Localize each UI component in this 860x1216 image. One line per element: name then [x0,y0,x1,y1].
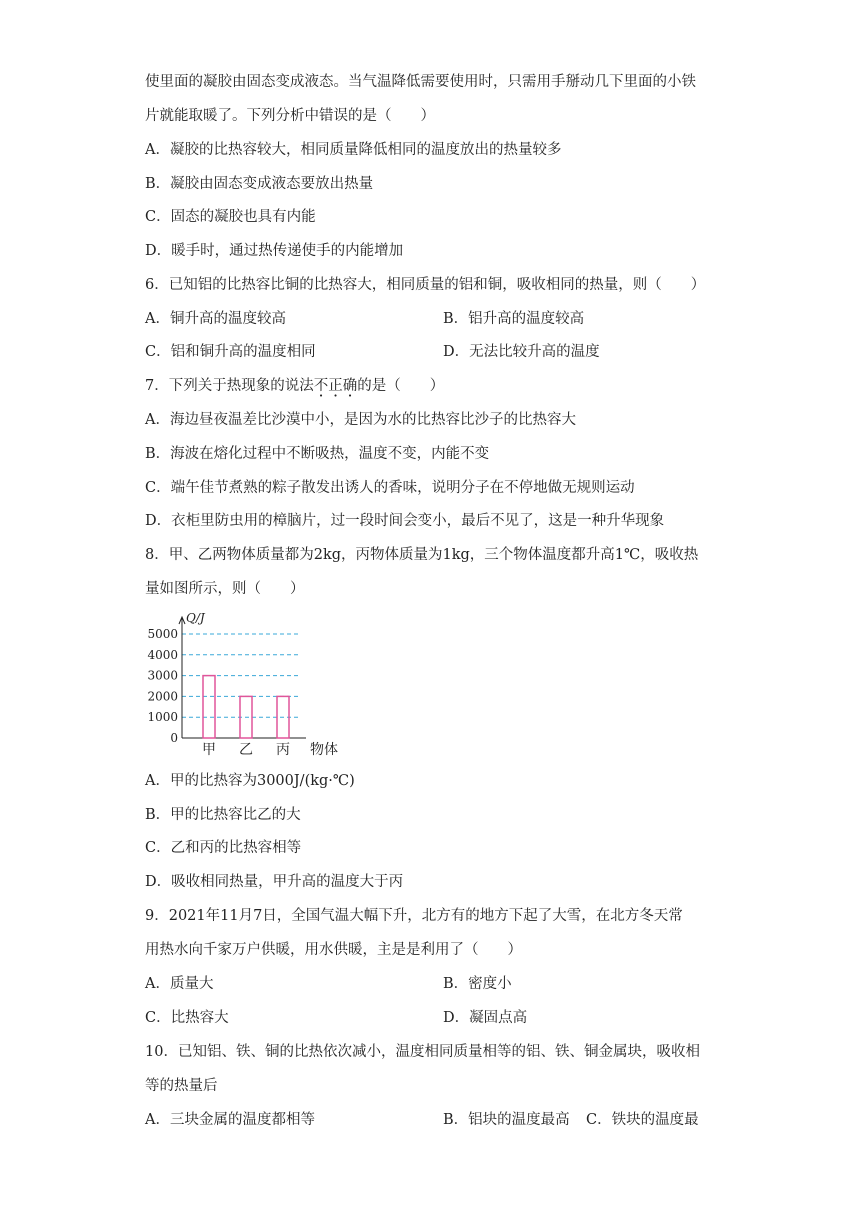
q7-emphasis-2: 正 [328,378,343,394]
x-category-label-1: 甲 [202,742,216,758]
q8-option-c: C．乙和丙的比热容相等 [145,840,302,856]
q10-stem-line-1: 10．已知铝、铁、铜的比热依次减小，温度相同质量相等的铝、铁、铜金属块，吸收相 [145,1044,700,1060]
y-tick-label-1000: 1000 [147,710,178,725]
q10-option-b: B．铝块的温度最高 [443,1112,570,1128]
q7-stem [145,376,444,396]
x-category-label-3: 丙 [276,742,290,758]
q5-option-d: D．暖手时，通过热传递使手的内能增加 [145,243,404,259]
q9-stem-line-2: 用热水向千家万户供暖，用水供暖，主是是利用了（ ） [145,942,522,958]
q5-stem-end: 片就能取暖了。下列分析中错误的是（ ） [145,108,435,124]
q9-option-d: D．凝固点高 [443,1010,528,1026]
q9-option-a: A．质量大 [145,976,214,992]
q8-option-d: D．吸收相同热量，甲升高的温度大于丙 [145,874,404,890]
q6-option-a: A．铜升高的温度较高 [145,311,286,327]
q7-option-a: A．海边昼夜温差比沙漠中小，是因为水的比热容比沙子的比热容大 [145,412,576,428]
y-tick-label-2000: 2000 [147,689,178,704]
q10-option-c: C．铁块的温度最 [586,1112,699,1128]
q7-emphasis-3: 确 [342,378,358,394]
q9-stem-line-1: 9．2021年11月7日，全国气温大幅下升，北方有的地方下起了大雪，在北方冬天常 [145,908,683,924]
heat-bar-chart [140,606,350,762]
q5-option-c: C．固态的凝胶也具有内能 [145,209,316,225]
q9-option-c: C．比热容大 [145,1010,229,1026]
x-axis-label: 物体 [310,742,338,758]
q9-option-b: B．密度小 [443,976,512,992]
y-tick-label-3000: 3000 [147,668,178,683]
q10-stem-line-2: 等的热量后 [145,1078,218,1094]
y-axis-label: Q/J [186,611,205,625]
y-tick-label-4000: 4000 [147,647,178,662]
continued-text-line-1: 使里面的凝胶由固态变成液态。当气温降低需要使用时，只需用手掰动几下里面的小铁 [145,74,696,90]
y-tick-label-0: 0 [170,731,178,745]
q7-option-b: B．海波在熔化过程中不断吸热，温度不变，内能不变 [145,446,490,462]
q7-stem-post: 的是（ ） [357,378,445,394]
q6-option-d: D．无法比较升高的温度 [443,344,600,360]
y-tick-label-5000: 5000 [147,627,178,641]
q8-stem-line-2: 量如图所示，则（ ） [145,581,305,597]
q8-option-a: A．甲的比热容为3000J/(kg·℃) [145,773,355,789]
q8-stem-line-1: 8．甲、乙两物体质量都为2kg，丙物体质量为1kg，三个物体温度都升高1℃，吸收热 [145,547,699,563]
q7-emphasis-1: 不 [313,378,329,394]
q8-option-b: B．甲的比热容比乙的大 [145,807,301,823]
bar-1 [203,676,215,738]
q6-stem: 6．已知铝的比热容比铜的比热容大，相同质量的铝和铜，吸收相同的热量，则（ ） [145,277,706,293]
q7-stem-pre: 7．下列关于热现象的说法 [145,378,314,394]
q5-option-a: A．凝胶的比热容较大，相同质量降低相同的温度放出的热量较多 [145,142,562,158]
q5-option-b: B．凝胶由固态变成液态要放出热量 [145,176,374,192]
q7-option-d: D．衣柜里防虫用的樟脑片，过一段时间会变小，最后不见了，这是一种升华现象 [145,513,665,529]
x-category-label-2: 乙 [239,742,253,758]
q10-option-a: A．三块金属的温度都相等 [145,1112,315,1128]
q6-option-b: B．铝升高的温度较高 [443,311,585,327]
q7-option-c: C．端午佳节煮熟的粽子散发出诱人的香味，说明分子在不停地做无规则运动 [145,480,635,496]
q6-option-c: C．铝和铜升高的温度相同 [145,344,316,360]
